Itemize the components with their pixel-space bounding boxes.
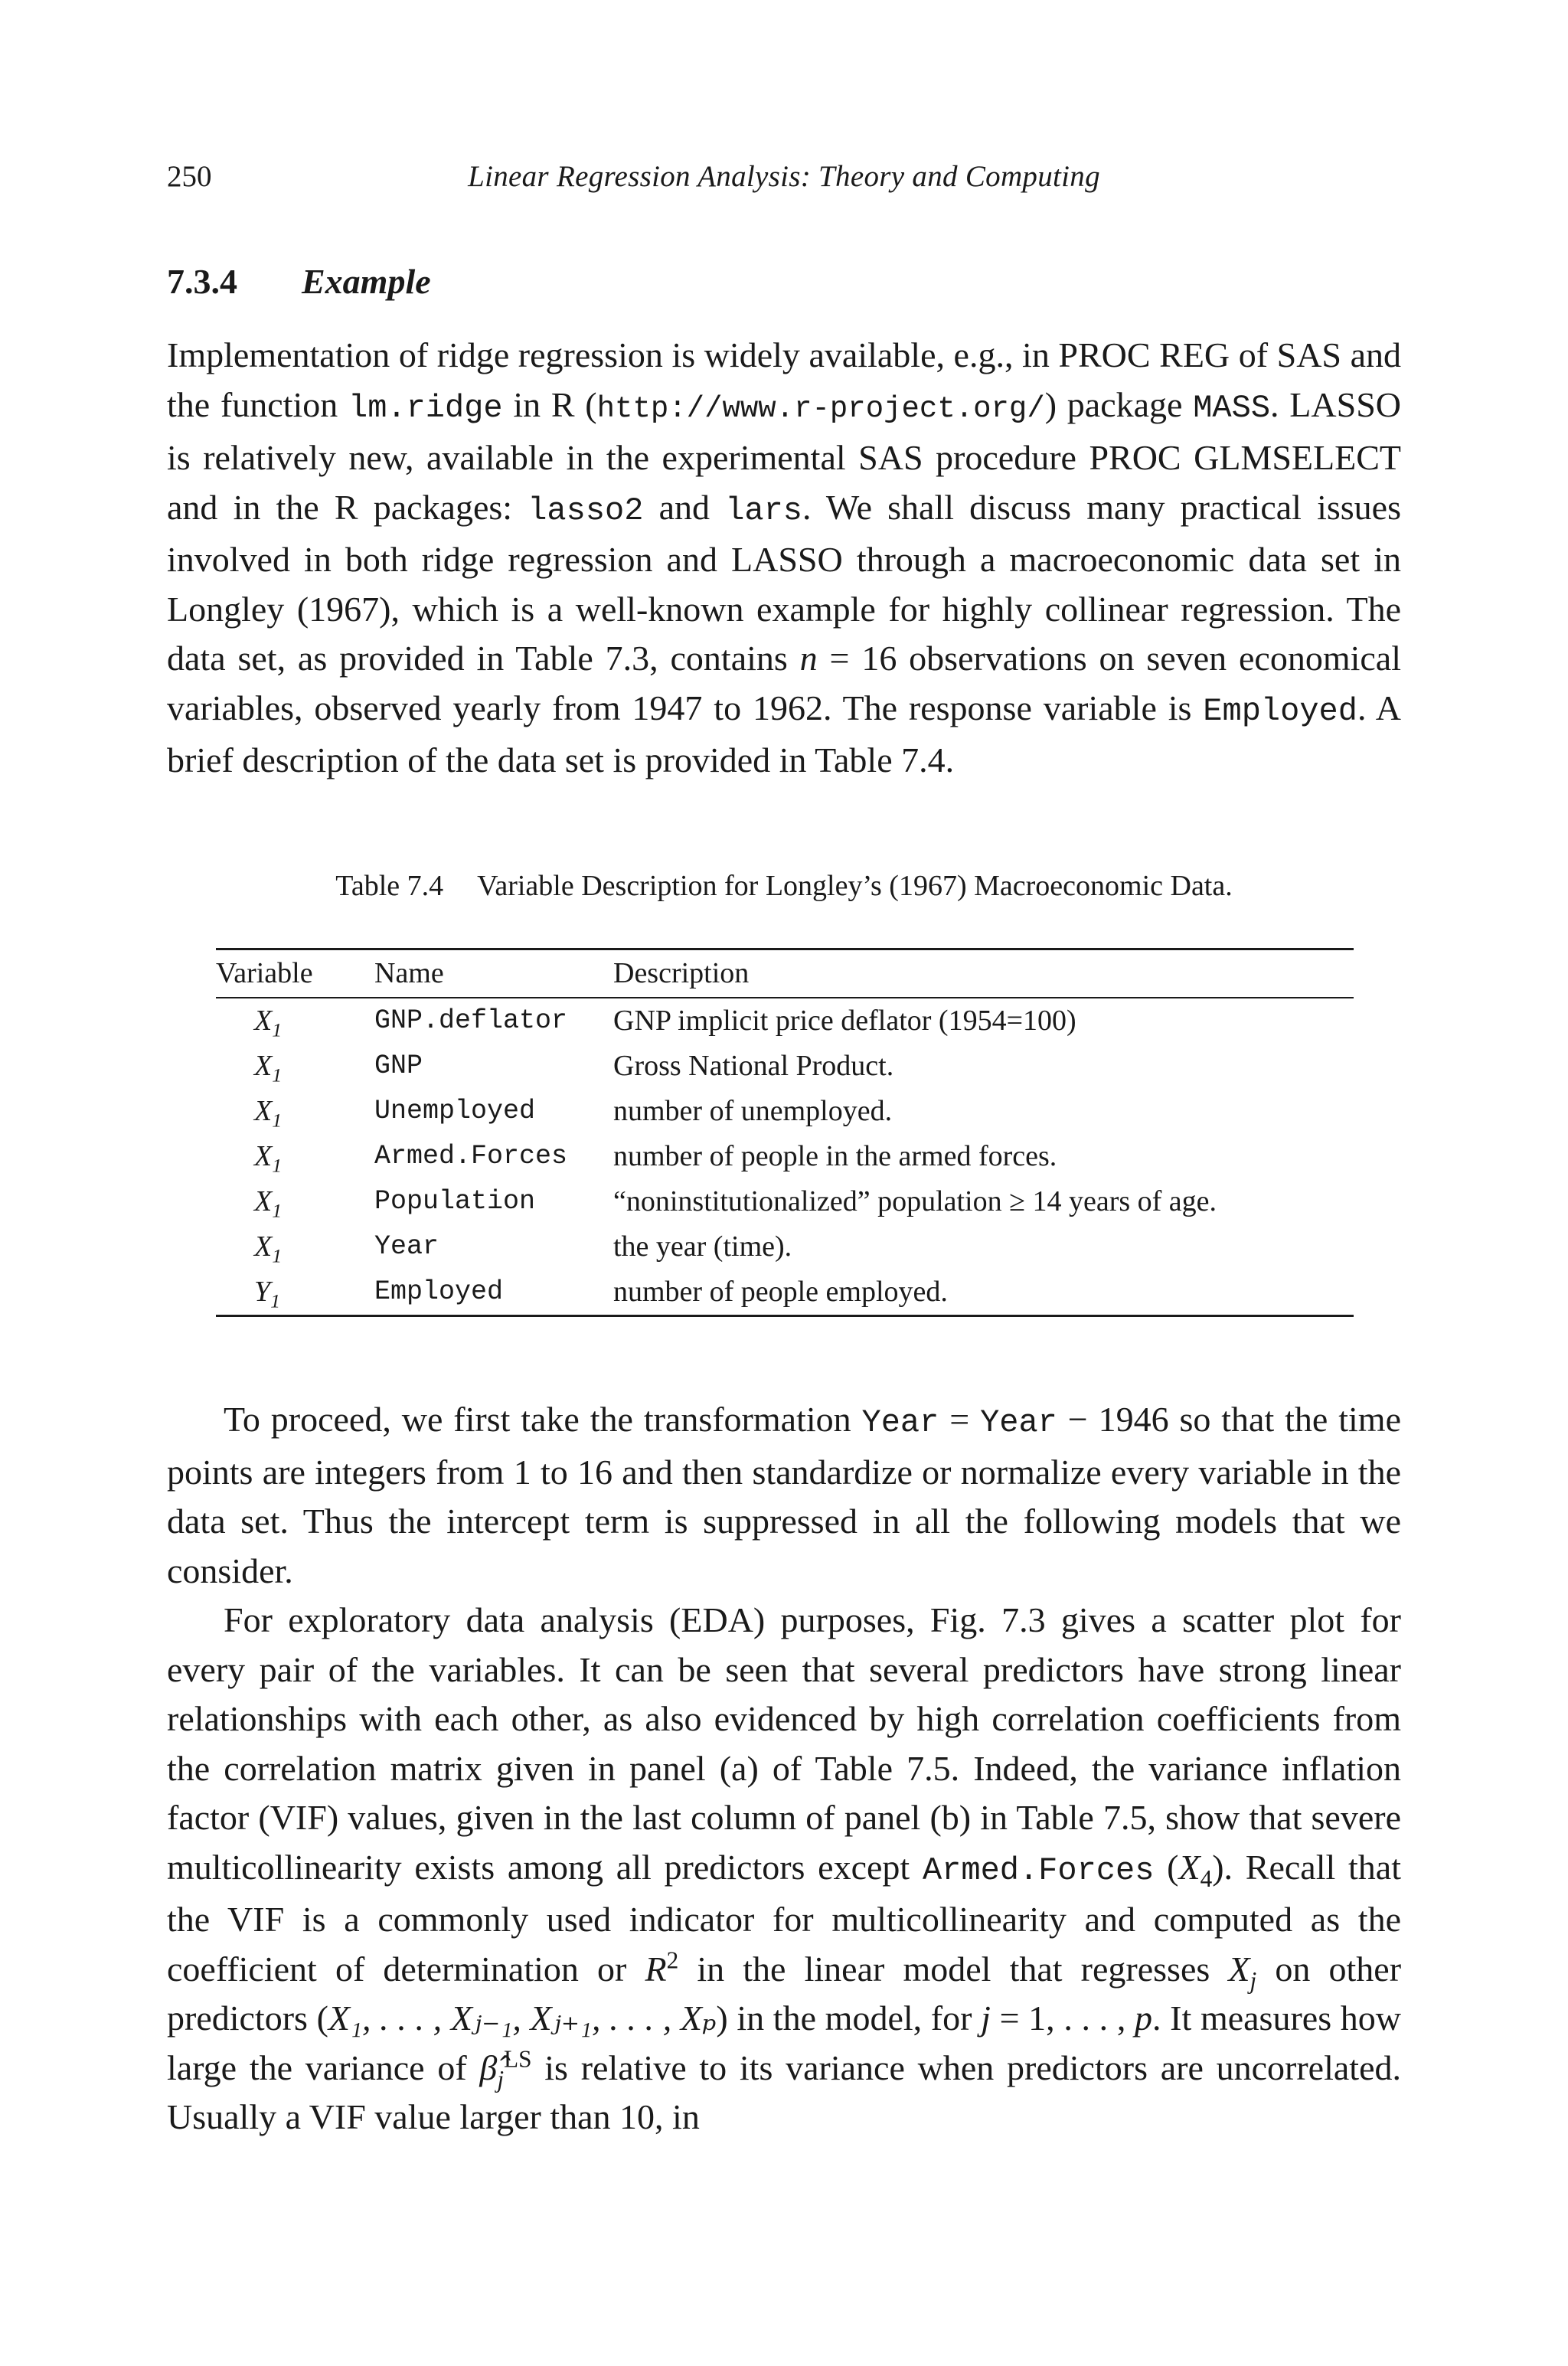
text-run: on other predictors ( [167,1949,1402,2038]
name-cell: Population [374,1186,536,1217]
table-row [216,1089,1354,1134]
variable-symbol: X [254,1185,273,1217]
name-cell: Employed [374,1276,504,1307]
variable-subscript: 1 [272,1018,283,1041]
description-cell: “noninstitutionalized” population ≥ 14 years of age. [613,1185,1217,1217]
header-variable: Variable [216,957,313,989]
table-row [216,1044,1354,1089]
math-p: p [1135,1998,1153,2038]
page-number: 250 [167,160,212,193]
table-row [216,998,1354,1044]
eda-paragraph [167,1596,1401,2142]
math-x: X [1228,1949,1250,1989]
code-year: Year [980,1404,1057,1441]
table-row [216,1224,1354,1270]
intro-paragraph [167,331,1401,786]
variable-subscript: 1 [272,1244,283,1267]
math-beta-hat: β̂ [479,2047,498,2087]
running-head [167,158,1401,196]
code-lars: lars [725,492,803,529]
math-superscript: 2 [666,1946,679,1974]
text-run: = 16 observations on seven economical variables, observed yearly from 1947 to 1962. The response variable is [167,639,1402,727]
text-run: and [643,487,726,527]
text-run: For exploratory data analysis (EDA) purposes, Fig. 7.3 gives a scatter plot for every pair of the variables. It can be seen that several predictors have strong linear relationships with each other, as also evidenced by high correlation coefficients from the correlation matrix given in panel (a) of Table 7.5. Indeed, the variance inflation factor (VIF) values, given in the last column of panel (b) in Table 7.5, show that severe multicollinearity exists among all predictors except [167,1600,1401,1887]
description-cell: number of people in the armed forces. [613,1140,1057,1172]
description-cell: GNP implicit price deflator (1954=100) [613,1005,1076,1037]
table-caption-text: Variable Description for Longley’s (1967) Macroeconomic Data. [477,870,1233,902]
text-run: ) package [1044,384,1194,424]
text-run: in R ( [502,384,597,424]
math-predictor-list: X₁, . . . , Xⱼ₋₁, Xⱼ₊₁, . . . , Xₚ [328,1998,717,2038]
code-mass: MASS [1193,389,1271,426]
body-text-after-table [167,1395,1401,2142]
variable-cell [216,1089,374,1134]
code-employed: Employed [1203,692,1357,730]
transformation-paragraph [167,1395,1401,1596]
name-cell: GNP.deflator [374,1005,568,1036]
code-lasso2: lasso2 [528,492,644,529]
description-cell: number of people employed. [613,1276,948,1308]
name-cell: GNP [374,1051,423,1081]
r-project-url: http://www.r-project.org/ [596,391,1045,426]
variable-cell [216,1044,374,1089]
variable-cell [216,1270,374,1316]
variable-subscript: 1 [270,1289,281,1312]
math-x: X [1178,1847,1200,1887]
math-n: n [799,639,818,678]
header-name: Name [374,957,444,989]
variable-subscript: 1 [272,1199,283,1222]
variable-cell [216,998,374,1044]
code-lm-ridge: lm.ridge [348,389,503,426]
text-run: . We shall discuss many practical issues involved in both ridge regression and LASSO through a macroeconomic data set in Longley (1967), which is a well-known example for highly collinear regression. The data set, as provided in Table 7.3, contains [167,487,1401,678]
text-run: ). Recall that the VIF is a commonly used indicator for multicollinearity and computed as the coefficient of determination or [167,1847,1401,1989]
variable-symbol: X [254,1230,273,1263]
variable-subscript: 1 [272,1109,283,1132]
description-cell: the year (time). [613,1230,792,1263]
text-run: is relative to its variance when predictors are uncorrelated. Usually a VIF value larger than 10, in [167,2047,1401,2136]
variable-table [216,948,1354,1317]
text-run: ) in the model, for [716,1998,982,2038]
math-superscript: LS [504,2045,532,2073]
variable-cell [216,1134,374,1179]
variable-subscript: 1 [272,1154,283,1177]
text-run: . A brief description of the data set is provided in Table 7.4. [167,688,1401,779]
text-run: in the linear model that regresses [678,1949,1229,1989]
table-label: Table 7.4 [335,870,444,902]
text-run: = [939,1400,981,1439]
math-subscript: j [497,2065,505,2093]
description-cell: Gross National Product. [613,1050,894,1082]
running-title: Linear Regression Analysis: Theory and Computing [468,160,1100,193]
table-row [216,1270,1354,1316]
variable-subscript: 1 [272,1064,283,1087]
section-heading [167,260,431,303]
header-description: Description [613,957,750,989]
math-subscript: 4 [1200,1864,1213,1892]
variable-symbol: X [254,1050,273,1082]
table-caption [167,867,1401,905]
table-row [216,1134,1354,1179]
name-cell: Armed.Forces [374,1141,568,1172]
math-r: R [645,1949,667,1989]
text-run: ( [1154,1847,1179,1887]
table-header-row [216,949,1354,998]
name-cell: Unemployed [374,1096,536,1126]
text-run: − 1946 so that the time points are integers from 1 to 16 and then standardize or normalize every variable in the data set. Thus the intercept term is suppressed in all the following models that we consider. [167,1400,1401,1590]
variable-cell [216,1224,374,1270]
section-number: 7.3.4 [167,262,237,301]
code-year: Year [861,1404,939,1441]
text-run: = 1, . . . , [990,1998,1135,2038]
description-cell: number of unemployed. [613,1095,893,1127]
table-row [216,1179,1354,1224]
text-run: Implementation of ridge regression is widely available, e.g., in PROC REG of SAS and the function [167,335,1401,424]
variable-symbol: X [254,1005,273,1037]
math-subscript: j [1250,1966,1257,1994]
code-armed-forces: Armed.Forces [922,1851,1155,1889]
variable-cell [216,1179,374,1224]
text-run: To proceed, we first take the transformation [224,1400,862,1439]
math-j: j [981,1998,991,2038]
variable-symbol: X [254,1095,273,1127]
text-run: . LASSO is relatively new, available in the experimental SAS procedure PROC GLMSELECT and in the R packages: [167,384,1401,527]
text-run: . It measures how large the variance of [167,1998,1401,2087]
section-title: Example [302,262,431,301]
variable-symbol: Y [254,1276,271,1308]
variable-symbol: X [254,1140,273,1172]
name-cell: Year [374,1231,439,1262]
